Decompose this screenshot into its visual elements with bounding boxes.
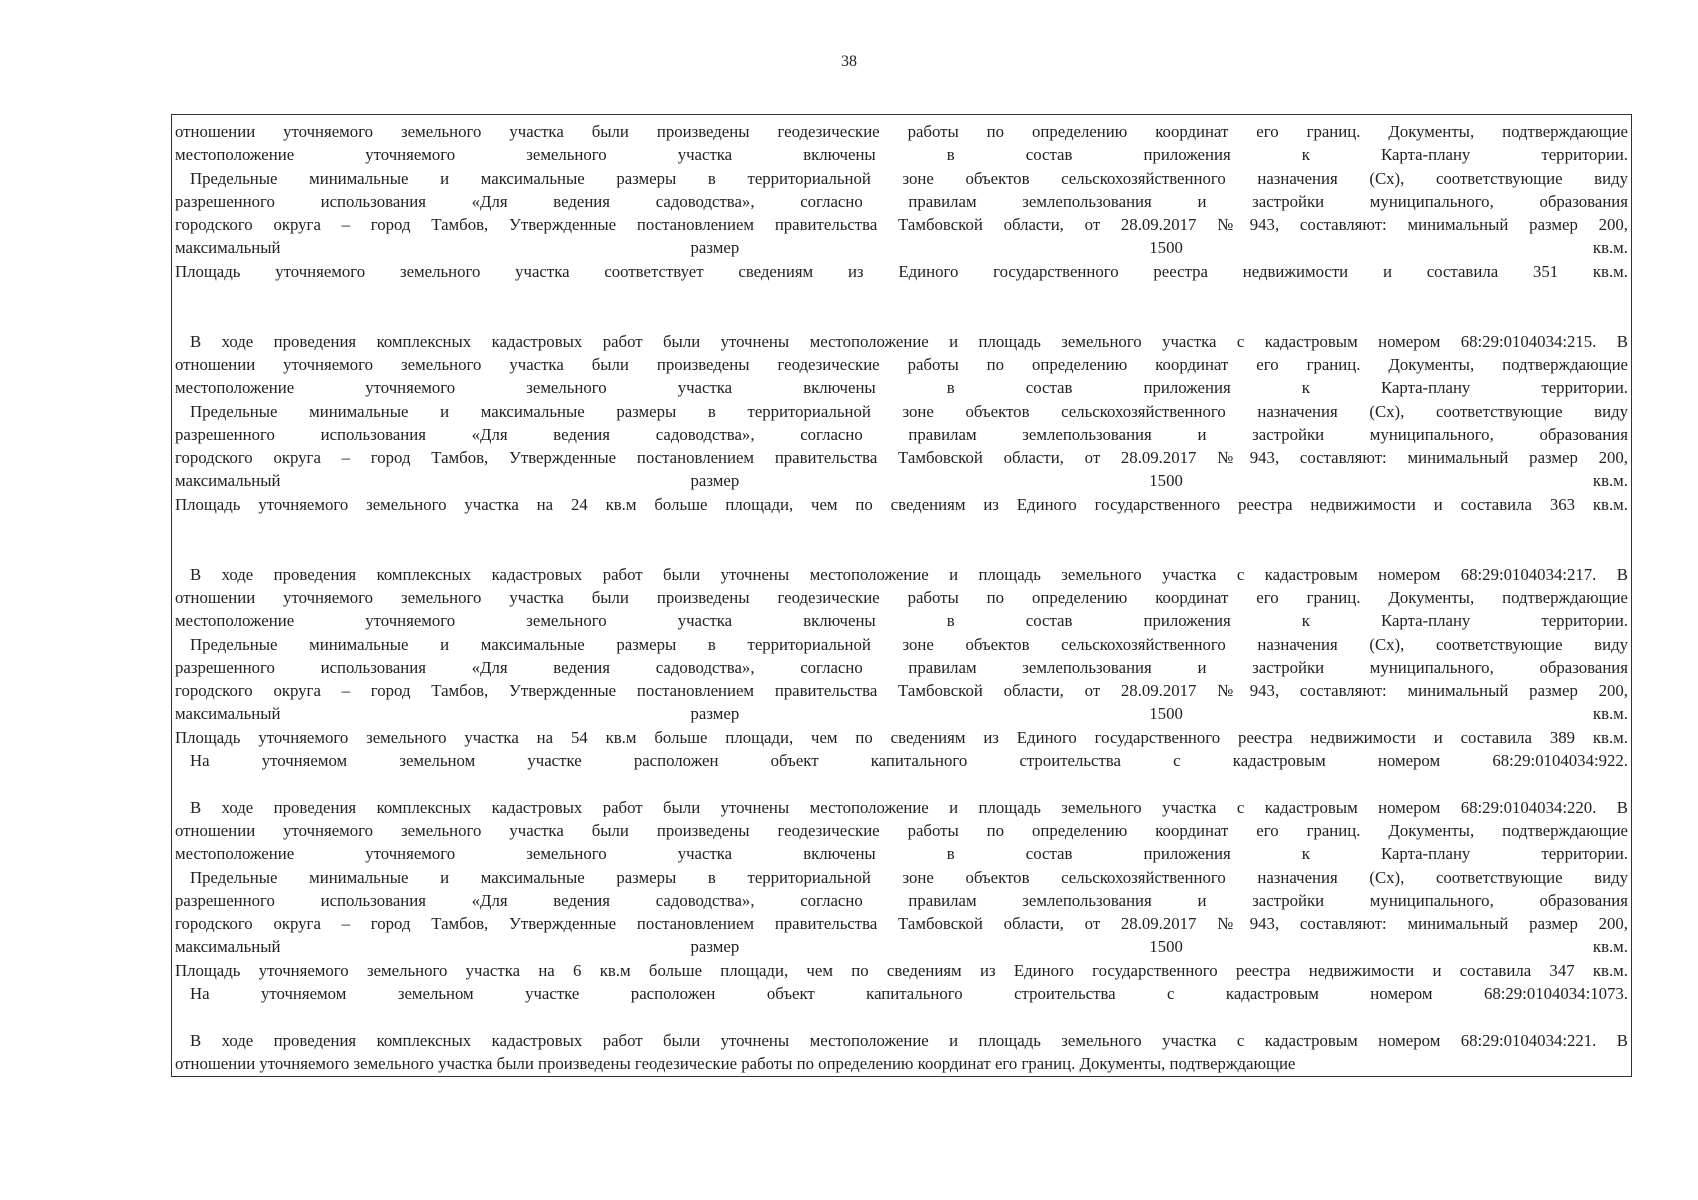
text-line: Площадь уточняемого земельного участка соответствует сведениям из Единого государственного реестра недвижимости и составила 351 кв.м. — [175, 261, 1628, 281]
text-line: отношении уточняемого земельного участка были произведены геодезические работы по определению координат его границ. Документы, подтверждающие — [175, 1053, 1296, 1073]
text-block — [175, 563, 1628, 773]
text-line: городского округа – город Тамбов, Утвержденные постановлением правительства Тамбовской области, от 28.09.2017 №943, составляют: минимальный размер 200, — [175, 914, 1628, 934]
text-line: разрешенного использования «Для ведения садоводства», согласно правилам землепользования и застройки муниципального, образования — [175, 890, 1628, 910]
page-number: 38 — [841, 53, 857, 70]
paragraph-gap — [175, 1005, 1628, 1028]
text-line: Площадь уточняемого земельного участка на 24 кв.м больше площади, чем по сведениям из Единого государственного реестра недвижимости и составила 363 кв.м. — [175, 494, 1628, 514]
text-block — [175, 330, 1628, 516]
text-line: разрешенного использования «Для ведения садоводства», согласно правилам землепользования и застройки муниципального, образования — [175, 191, 1628, 211]
paragraph-gap — [175, 283, 1628, 330]
text-line: На уточняемом земельном участке расположен объект капитального строительства с кадастровым номером 68:29:0104034:922. — [190, 751, 1628, 771]
text-line: В ходе проведения комплексных кадастровых работ были уточнены местоположение и площадь земельного участка с кадастровым номером 68:29:0104034:221. В — [190, 1030, 1628, 1050]
text-line: местоположение уточняемого земельного участка включены в состав приложения к Карта-плану территории. — [175, 611, 1628, 631]
text-line: На уточняемом земельном участке расположен объект капитального строительства с кадастровым номером 68:29:0104034:1073. — [190, 983, 1628, 1003]
text-line: максимальный размер 1500 кв.м. — [175, 471, 1628, 491]
text-line: Предельные минимальные и максимальные размеры в территориальной зоне объектов сельскохозяйственного назначения (Сх), соответствующие виду — [190, 168, 1628, 188]
text-line: городского округа – город Тамбов, Утвержденные постановлением правительства Тамбовской области, от 28.09.2017 №943, составляют: минимальный размер 200, — [175, 215, 1628, 235]
text-line: отношении уточняемого земельного участка были произведены геодезические работы по определению координат его границ. Документы, подтверждающие — [175, 122, 1628, 141]
document-body — [175, 120, 1628, 1075]
text-block — [175, 120, 1628, 283]
paragraph-gap — [175, 772, 1628, 795]
text-line: городского округа – город Тамбов, Утвержденные постановлением правительства Тамбовской области, от 28.09.2017 №943, составляют: минимальный размер 200, — [175, 681, 1628, 701]
text-line: максимальный размер 1500 кв.м. — [175, 937, 1628, 957]
text-line: Площадь уточняемого земельного участка на 6 кв.м больше площади, чем по сведениям из Единого государственного реестра недвижимости и составила 347 кв.м. — [175, 960, 1628, 980]
document-frame — [171, 114, 1632, 1077]
text-line: Предельные минимальные и максимальные размеры в территориальной зоне объектов сельскохозяйственного назначения (Сх), соответствующие виду — [190, 401, 1628, 421]
text-line: Площадь уточняемого земельного участка на 54 кв.м больше площади, чем по сведениям из Единого государственного реестра недвижимости и составила 389 кв.м. — [175, 727, 1628, 747]
text-line: разрешенного использования «Для ведения садоводства», согласно правилам землепользования и застройки муниципального, образования — [175, 424, 1628, 444]
text-line: отношении уточняемого земельного участка были произведены геодезические работы по определению координат его границ. Документы, подтверждающие — [175, 354, 1628, 374]
text-line: В ходе проведения комплексных кадастровых работ были уточнены местоположение и площадь земельного участка с кадастровым номером 68:29:0104034:215. В — [190, 331, 1628, 351]
text-line: Предельные минимальные и максимальные размеры в территориальной зоне объектов сельскохозяйственного назначения (Сх), соответствующие виду — [190, 867, 1628, 887]
text-line: местоположение уточняемого земельного участка включены в состав приложения к Карта-плану территории. — [175, 844, 1628, 864]
text-line: разрешенного использования «Для ведения садоводства», согласно правилам землепользования и застройки муниципального, образования — [175, 657, 1628, 677]
text-line: местоположение уточняемого земельного участка включены в состав приложения к Карта-плану территории. — [175, 378, 1628, 398]
text-line: местоположение уточняемого земельного участка включены в состав приложения к Карта-плану территории. — [175, 145, 1628, 165]
text-line: отношении уточняемого земельного участка были произведены геодезические работы по определению координат его границ. Документы, подтверждающие — [175, 587, 1628, 607]
text-line: отношении уточняемого земельного участка были произведены геодезические работы по определению координат его границ. Документы, подтверждающие — [175, 820, 1628, 840]
text-line: Предельные минимальные и максимальные размеры в территориальной зоне объектов сельскохозяйственного назначения (Сх), соответствующие виду — [190, 634, 1628, 654]
text-line: максимальный размер 1500 кв.м. — [175, 704, 1628, 724]
paragraph-gap — [175, 516, 1628, 563]
text-line: В ходе проведения комплексных кадастровых работ были уточнены местоположение и площадь земельного участка с кадастровым номером 68:29:0104034:217. В — [190, 564, 1628, 584]
text-line: максимальный размер 1500 кв.м. — [175, 238, 1628, 258]
text-block — [175, 796, 1628, 1006]
text-block — [175, 1029, 1628, 1076]
text-line: городского округа – город Тамбов, Утвержденные постановлением правительства Тамбовской области, от 28.09.2017 №943, составляют: минимальный размер 200, — [175, 448, 1628, 468]
text-line: В ходе проведения комплексных кадастровых работ были уточнены местоположение и площадь земельного участка с кадастровым номером 68:29:0104034:220. В — [190, 797, 1628, 817]
